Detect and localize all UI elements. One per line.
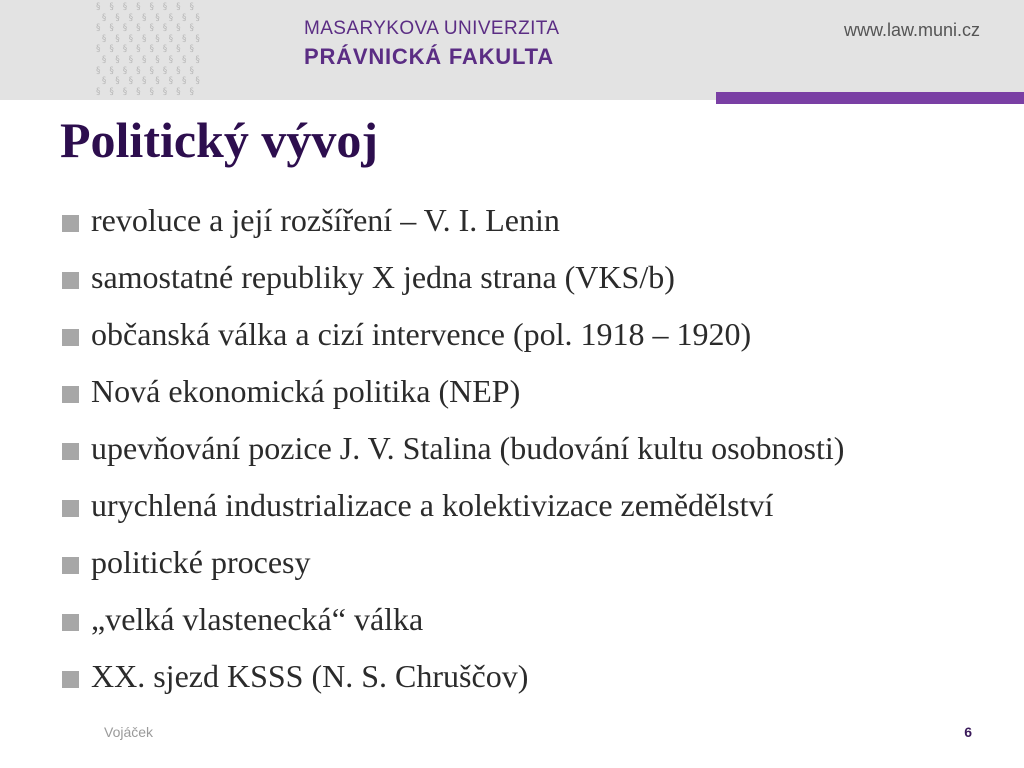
bullet-list [62,200,962,713]
bullet-item [62,428,962,469]
bullet-text: občanská válka a cizí intervence (pol. 1918 – 1920) [91,316,752,352]
bullet-item [62,656,962,697]
square-bullet-icon [62,500,79,517]
bullet-text: politické procesy [91,544,311,580]
bullet-item [62,200,962,241]
slide-title: Politický vývoj [60,112,379,168]
website-url: www.law.muni.cz [843,20,980,40]
square-bullet-icon [62,215,79,232]
bullet-item [62,371,962,412]
section-sign-pattern-logo: § § § § § § § § § § § § § § § § § § § § § § § § § § § § § § § § § § § § § § § § § § § § § § § § § § § § § § § § § § § § § § § § § § § § § § § § [96,2,203,97]
accent-bar [716,92,1024,104]
slide-header [0,0,1024,100]
bullet-text: revoluce a její rozšíření – V. I. Lenin [91,202,560,238]
bullet-item [62,485,962,526]
square-bullet-icon [62,386,79,403]
bullet-text: upevňování pozice J. V. Stalina (budování kultu osobnosti) [91,430,845,466]
square-bullet-icon [62,614,79,631]
bullet-item [62,314,962,355]
square-bullet-icon [62,329,79,346]
bullet-text: urychlená industrializace a kolektivizace zemědělství [91,487,774,523]
university-name: MASARYKOVA UNIVERZITA [304,18,560,39]
bullet-text: samostatné republiky X jedna strana (VKS/b) [91,259,675,295]
bullet-text: Nová ekonomická politika (NEP) [91,373,521,409]
faculty-name: PRÁVNICKÁ FAKULTA [304,44,554,69]
page-number: 6 [964,724,972,740]
square-bullet-icon [62,443,79,460]
bullet-item [62,257,962,298]
footer-author: Vojáček [104,724,154,740]
bullet-item [62,542,962,583]
square-bullet-icon [62,671,79,688]
square-bullet-icon [62,557,79,574]
bullet-text: XX. sjezd KSSS (N. S. Chruščov) [91,658,529,694]
square-bullet-icon [62,272,79,289]
bullet-text: „velká vlastenecká“ válka [91,601,424,637]
bullet-item [62,599,962,640]
